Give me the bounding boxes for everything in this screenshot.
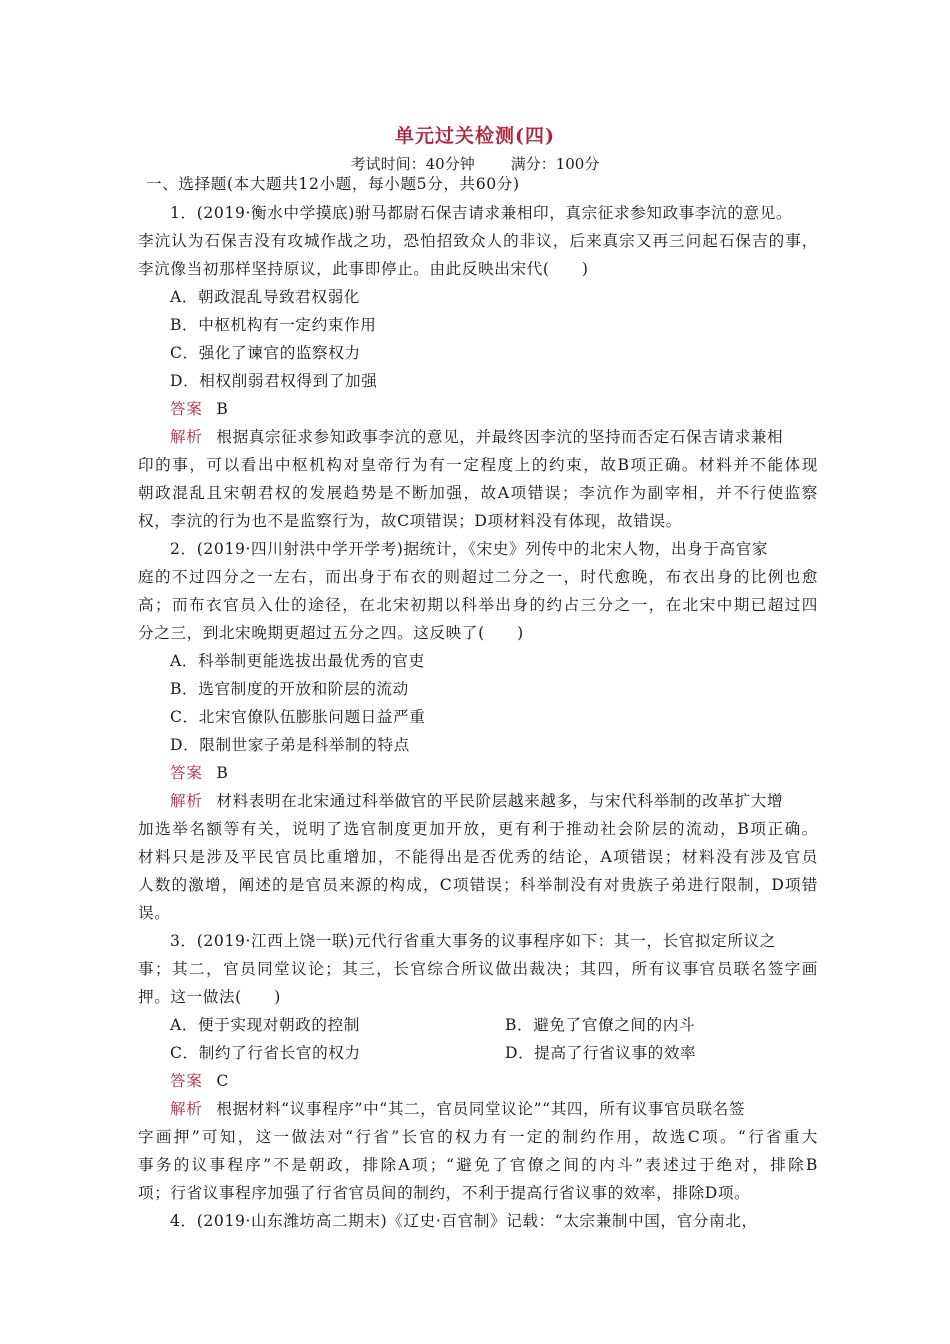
question-3-option-c: C．制约了行省长官的权力 xyxy=(170,1044,361,1062)
question-3-option-a: A．便于实现对朝政的控制 xyxy=(170,1016,360,1034)
question-1-stem-line: 李沆认为石保吉没有攻城作战之功，恐怕招致众人的非议，后来真宗又再三问起石保吉的事， xyxy=(138,232,818,250)
question-3-option-d: D．提高了行省议事的效率 xyxy=(505,1044,697,1062)
analysis-text: 根据材料“议事程序”中“其二，官员同堂议论”“其四，所有议事官员联名签 xyxy=(216,1100,746,1118)
question-1-analysis-line: 印的事，可以看出中枢机构对皇帝行为有一定程度上的约束，故B项正确。材料并不能体现 xyxy=(138,456,818,474)
full-score: 满分：100分 xyxy=(510,155,600,173)
question-2-analysis-line: 材料只是涉及平民官员比重增加，不能得出是否优秀的结论，A项错误；材料没有涉及官员 xyxy=(138,848,818,866)
answer-value: B xyxy=(216,764,229,782)
question-3-answer xyxy=(170,1071,850,1091)
question-2-option-d: D．限制世家子弟是科举制的特点 xyxy=(170,736,410,754)
question-1-option-b: B．中枢机构有一定约束作用 xyxy=(170,316,377,334)
question-2-analysis-line: 误。 xyxy=(138,904,171,922)
question-1-analysis-line: 权，李沆的行为也不是监察行为，故C项错误；D项材料没有体现，故错误。 xyxy=(138,512,682,530)
question-1-option-a: A．朝政混乱导致君权弱化 xyxy=(170,288,360,306)
question-3-option-b: B．避免了官僚之间的内斗 xyxy=(505,1016,696,1034)
question-1-stem-line: 李沆像当初那样坚持原议，此事即停止。由此反映出宋代( ) xyxy=(138,260,589,278)
question-4-stem-line: 4．(2019·山东潍坊高二期末)《辽史·百官制》记载：“太宗兼制中国，官分南北， xyxy=(170,1212,758,1230)
question-2-answer xyxy=(170,763,850,783)
question-2-stem-line: 分之三，到北宋晚期更超过五分之四。这反映了( ) xyxy=(138,624,524,642)
question-1-answer xyxy=(170,399,850,419)
question-3-stem-line: 3．(2019·江西上饶一联)元代行省重大事务的议事程序如下：其一，长官拟定所议之 xyxy=(170,932,776,950)
question-3-stem-line: 押。这一做法( ) xyxy=(138,988,281,1006)
question-2-option-a: A．科举制更能选拔出最优秀的官吏 xyxy=(170,652,425,670)
answer-value: C xyxy=(216,1072,229,1090)
answer-label: 答案 xyxy=(170,400,203,418)
question-2-stem-line: 2．(2019·四川射洪中学开学考)据统计，《宋史》列传中的北宋人物，出身于高官家 xyxy=(170,540,769,558)
question-3-analysis-line: 项；行省议事程序加强了行省官员间的制约，不利于提高行省议事的效率，排除D项。 xyxy=(138,1184,751,1202)
question-1-stem-line: 1．(2019·衡水中学摸底)驸马都尉石保吉请求兼相印，真宗征求参知政事李沆的意见。 xyxy=(170,204,793,222)
analysis-label: 解析 xyxy=(170,792,203,810)
answer-label: 答案 xyxy=(170,764,203,782)
analysis-label: 解析 xyxy=(170,1100,203,1118)
section-heading: 一、选择题(本大题共12小题，每小题5分，共60分) xyxy=(146,175,520,193)
question-2-analysis-line xyxy=(170,791,850,811)
analysis-label: 解析 xyxy=(170,428,203,446)
analysis-text: 材料表明在北宋通过科举做官的平民阶层越来越多，与宋代科举制的改革扩大增 xyxy=(216,792,784,810)
question-1-analysis-line: 朝政混乱且宋朝君权的发展趋势是不断加强，故A项错误；李沆作为副宰相，并不行使监察 xyxy=(138,484,818,502)
question-2-option-c: C．北宋官僚队伍膨胀问题日益严重 xyxy=(170,708,426,726)
question-2-analysis-line: 人数的激增，阐述的是官员来源的构成，C项错误；科举制没有对贵族子弟进行限制，D项错 xyxy=(138,876,818,894)
question-3-analysis-line xyxy=(170,1099,850,1119)
exam-time: 考试时间：40分钟 xyxy=(350,155,475,173)
exam-meta xyxy=(0,153,950,174)
analysis-text: 根据真宗征求参知政事李沆的意见，并最终因李沆的坚持而否定石保吉请求兼相 xyxy=(216,428,784,446)
question-2-analysis-line: 加选举名额等有关，说明了选官制度更加开放，更有利于推动社会阶层的流动，B项正确。 xyxy=(138,820,818,838)
answer-value: B xyxy=(216,400,229,418)
page-title: 单元过关检测(四) xyxy=(395,125,555,147)
question-1-analysis-line xyxy=(170,427,850,447)
question-3-stem-line: 事；其二，官员同堂议论；其三，长官综合所议做出裁决；其四，所有议事官员联名签字画 xyxy=(138,960,818,978)
answer-label: 答案 xyxy=(170,1072,203,1090)
question-3-options-row xyxy=(170,1015,850,1035)
question-1-option-d: D．相权削弱君权得到了加强 xyxy=(170,372,378,390)
question-3-options-row xyxy=(170,1043,850,1063)
question-1-option-c: C．强化了谏官的监察权力 xyxy=(170,344,361,362)
question-3-analysis-line: 字画押”可知，这一做法对“行省”长官的权力有一定的制约作用，故选C项。“行省重大 xyxy=(138,1128,818,1146)
question-2-option-b: B．选官制度的开放和阶层的流动 xyxy=(170,680,409,698)
question-2-stem-line: 高；而布衣官员入仕的途径，在北宋初期以科举出身的约占三分之一，在北宋中期已超过四 xyxy=(138,596,818,614)
question-2-stem-line: 庭的不过四分之一左右，而出身于布衣的则超过二分之一，时代愈晚，布衣出身的比例也愈 xyxy=(138,568,818,586)
question-3-analysis-line: 事务的议事程序”不是朝政，排除A项；“避免了官僚之间的内斗”表述过于绝对，排除B xyxy=(138,1156,818,1174)
